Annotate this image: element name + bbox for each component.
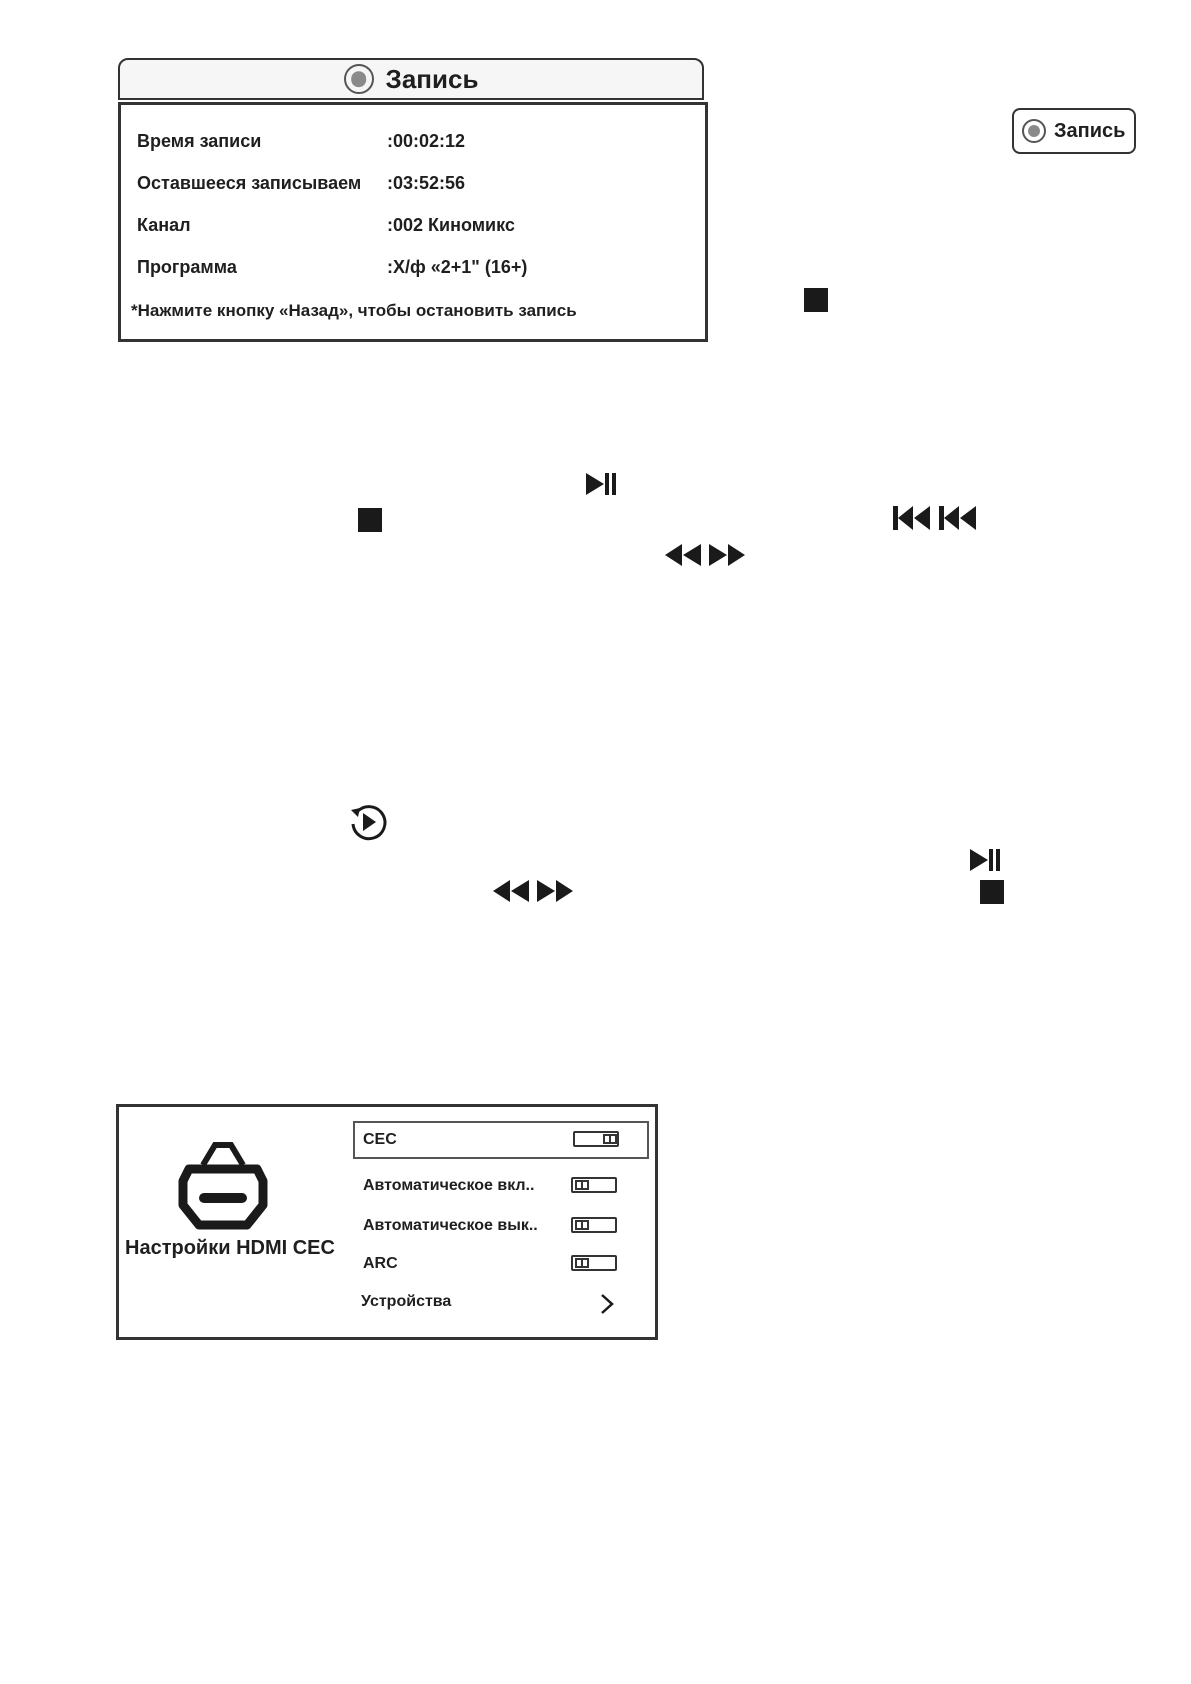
- auto-on-toggle[interactable]: [571, 1177, 617, 1193]
- timeshift-icon: [348, 802, 388, 842]
- stop-icon: [358, 508, 382, 532]
- toggle-knob: [575, 1258, 589, 1268]
- record-button-label: Запись: [1054, 119, 1126, 142]
- play-pause-icon: [584, 472, 618, 496]
- play-pause-icon: [968, 848, 1002, 872]
- rewind-icon: [664, 542, 702, 568]
- cec-item-auto-on[interactable]: Автоматическое вкл..: [363, 1177, 535, 1194]
- cec-item-arc[interactable]: ARC: [363, 1255, 398, 1272]
- stop-icon: [804, 288, 828, 312]
- row-label: Оставшееся записываем: [137, 173, 362, 193]
- row-value: :03:52:56: [387, 173, 466, 193]
- recording-panel: [118, 58, 708, 343]
- row-label: Канал: [137, 215, 191, 235]
- row-label: Время записи: [137, 131, 262, 151]
- row-value: :002 Киномикс: [387, 215, 515, 235]
- cec-item-cec[interactable]: CEC: [363, 1131, 397, 1148]
- fast-forward-icon: [536, 878, 574, 904]
- auto-off-toggle[interactable]: [571, 1217, 617, 1233]
- recording-row-program: [137, 257, 528, 278]
- hdmi-icon: [173, 1141, 273, 1233]
- record-icon: [344, 64, 374, 94]
- rewind-icon: [492, 878, 530, 904]
- cec-item-devices[interactable]: Устройства: [361, 1293, 452, 1310]
- next-icon: [938, 504, 978, 532]
- recording-row-channel: [137, 215, 515, 236]
- toggle-knob: [603, 1134, 617, 1144]
- chevron-right-icon[interactable]: [599, 1293, 615, 1315]
- hdmi-cec-title: Настройки HDMI CEC: [125, 1237, 335, 1259]
- row-value: :Х/ф «2+1" (16+): [387, 257, 528, 277]
- recording-panel-header: [118, 58, 704, 100]
- recording-stop-note: *Нажмите кнопку «Назад», чтобы остановить запись: [131, 301, 577, 320]
- hdmi-cec-panel: [116, 1104, 658, 1340]
- recording-row-remaining: [137, 173, 466, 194]
- record-button[interactable]: [1012, 108, 1136, 154]
- recording-panel-body: [118, 102, 708, 342]
- record-icon: [1022, 119, 1046, 143]
- toggle-knob: [575, 1220, 589, 1230]
- row-value: :00:02:12: [387, 131, 466, 151]
- toggle-knob: [575, 1180, 589, 1190]
- cec-item-auto-off[interactable]: Автоматическое вык..: [363, 1217, 538, 1234]
- stop-icon: [980, 880, 1004, 904]
- previous-icon: [892, 504, 932, 532]
- fast-forward-icon: [708, 542, 746, 568]
- recording-row-time: [137, 131, 466, 152]
- cec-toggle[interactable]: [573, 1131, 619, 1147]
- row-label: Программа: [137, 257, 237, 277]
- arc-toggle[interactable]: [571, 1255, 617, 1271]
- recording-panel-title: Запись: [385, 63, 479, 94]
